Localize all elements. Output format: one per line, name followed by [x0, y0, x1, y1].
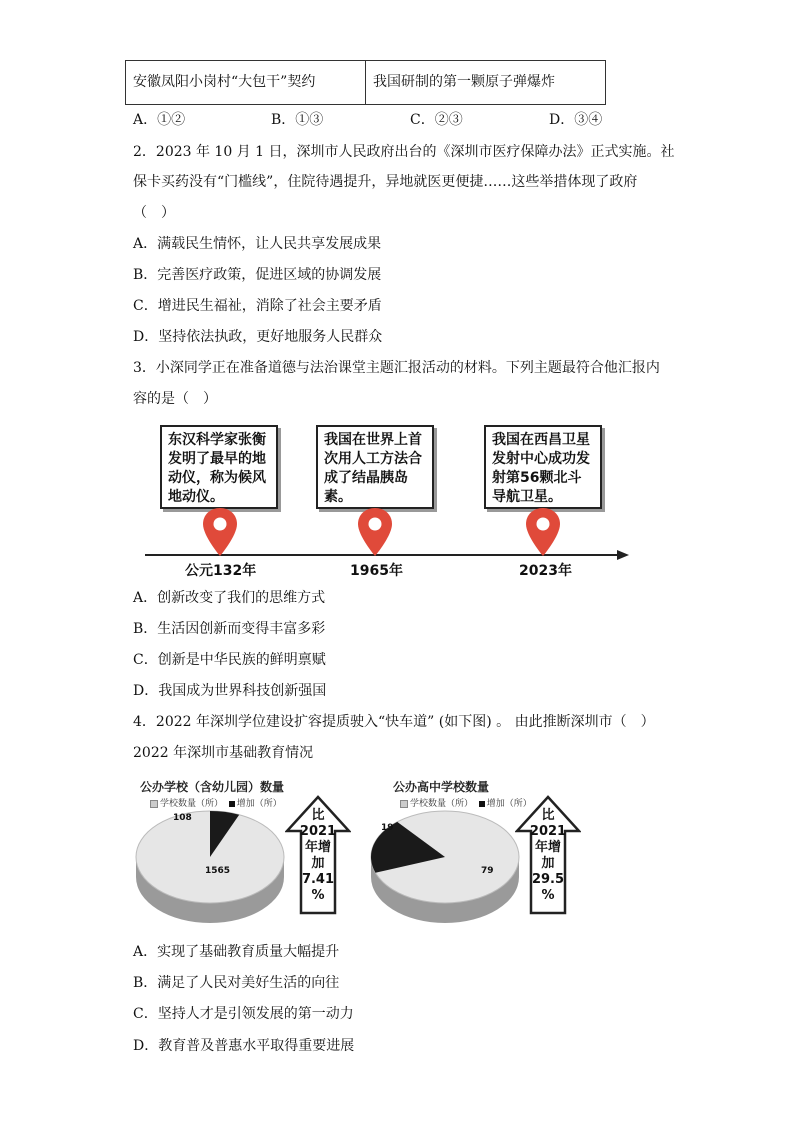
location-pin-icon [358, 508, 392, 556]
q1-option-d: D．③④ [549, 112, 603, 128]
q4-option-a: A．实现了基础教育质量大幅提升 [133, 944, 340, 960]
chart1-label-total: 1565 [205, 866, 231, 876]
q2-option-b: B．完善医疗政策，促进区域的协调发展 [133, 267, 382, 283]
q4-option-c: C．坚持人才是引领发展的第一动力 [133, 1006, 354, 1022]
chart1-legend-1: 学校数量（所） [160, 799, 224, 809]
timeline-box-1: 东汉科学家张衡发明了最早的地动仪，称为候风地动仪。 [160, 425, 278, 509]
q4-option-d: D．教育普及普惠水平取得重要进展 [133, 1038, 355, 1054]
q3-option-a: A．创新改变了我们的思维方式 [133, 590, 326, 606]
chart1-annotation-line: % [311, 888, 325, 903]
chart1-annotation [290, 808, 346, 904]
chart1-annotation-line: 年增 [304, 840, 331, 855]
q2-stem-line1: 2．2023 年 10 月 1 日，深圳市人民政府出台的《深圳市医疗保障办法》正式实施。社 [133, 144, 675, 160]
q2-option-c: C．增进民生福祉，消除了社会主要矛盾 [133, 298, 382, 314]
chart1-annotation-line: 加 [311, 856, 325, 871]
q3-option-d: D．我国成为世界科技创新强国 [133, 683, 327, 699]
chart1-annotation-line: 7.41 [301, 872, 335, 887]
q1-option-c: C．②③ [410, 112, 463, 128]
q4-stem: 4．2022 年深圳学位建设扩容提质驶入“快车道” (如下图) 。 由此推断深圳市（ ） [133, 714, 655, 730]
chart2-annotation-line: 2021 [529, 824, 567, 839]
chart1-pie [130, 805, 290, 925]
chart2-annotation-line: 加 [541, 856, 555, 871]
timeline-box-2: 我国在世界上首次用人工方法合成了结晶胰岛素。 [316, 425, 434, 509]
timeline-arrowhead [617, 550, 629, 560]
chart1-annotation-line: 2021 [299, 824, 337, 839]
chart2-annotation-line: 29.5 [531, 872, 565, 887]
q4-caption: 2022 年深圳市基础教育情况 [133, 745, 314, 761]
timeline-box-3: 我国在西昌卫星发射中心成功发射第56颗北斗导航卫星。 [484, 425, 602, 509]
table-cell-3: 安徽凤阳小岗村“大包干”契约 [133, 74, 316, 90]
chart2-annotation-line: 比 [541, 808, 555, 823]
q3-option-b: B．生活因创新而变得丰富多彩 [133, 621, 326, 637]
q2-option-a: A．满载民生情怀，让人民共享发展成果 [133, 236, 382, 252]
chart1-legend-2: 增加（所） [236, 799, 282, 809]
timeline-year-2: 1965年 [350, 563, 403, 579]
top-table [125, 60, 606, 105]
chart2-annotation-line: 年增 [534, 840, 561, 855]
chart2-label-total: 79 [481, 866, 494, 876]
chart2-annotation [520, 808, 576, 904]
q1-option-b: B．①③ [271, 112, 324, 128]
chart1-title: 公办学校（含幼儿园）数量 [140, 780, 285, 794]
table-cell-4: 我国研制的第一颗原子弹爆炸 [365, 61, 605, 104]
q3-stem-line2: 容的是（ ） [133, 391, 217, 407]
q4-option-b: B．满足了人民对美好生活的向往 [133, 975, 340, 991]
q1-option-a: A．①② [133, 112, 186, 128]
chart1-annotation-line: 比 [311, 808, 325, 823]
q3-stem-line1: 3．小深同学正在准备道德与法治课堂主题汇报活动的材料。下列主题最符合他汇报内 [133, 360, 660, 376]
q3-option-c: C．创新是中华民族的鲜明禀赋 [133, 652, 326, 668]
chart2-legend-1: 学校数量（所） [410, 799, 474, 809]
q2-blank: （ ） [133, 205, 175, 221]
chart2-title: 公办高中学校数量 [393, 780, 490, 794]
chart2-annotation-line: % [541, 888, 555, 903]
location-pin-icon [203, 508, 237, 556]
chart2-label-increase: 19 [381, 823, 394, 833]
timeline-year-3: 2023年 [519, 563, 572, 579]
q2-stem-line2: 保卡买药没有“门槛线”，住院待遇提升，异地就医更便捷……这些举措体现了政府 [133, 174, 638, 190]
timeline-year-1: 公元132年 [185, 563, 257, 579]
q2-option-d: D．坚持依法执政，更好地服务人民群众 [133, 329, 383, 345]
chart1-label-increase: 108 [173, 813, 192, 823]
location-pin-icon [526, 508, 560, 556]
chart2-legend-2: 增加（所） [486, 799, 532, 809]
